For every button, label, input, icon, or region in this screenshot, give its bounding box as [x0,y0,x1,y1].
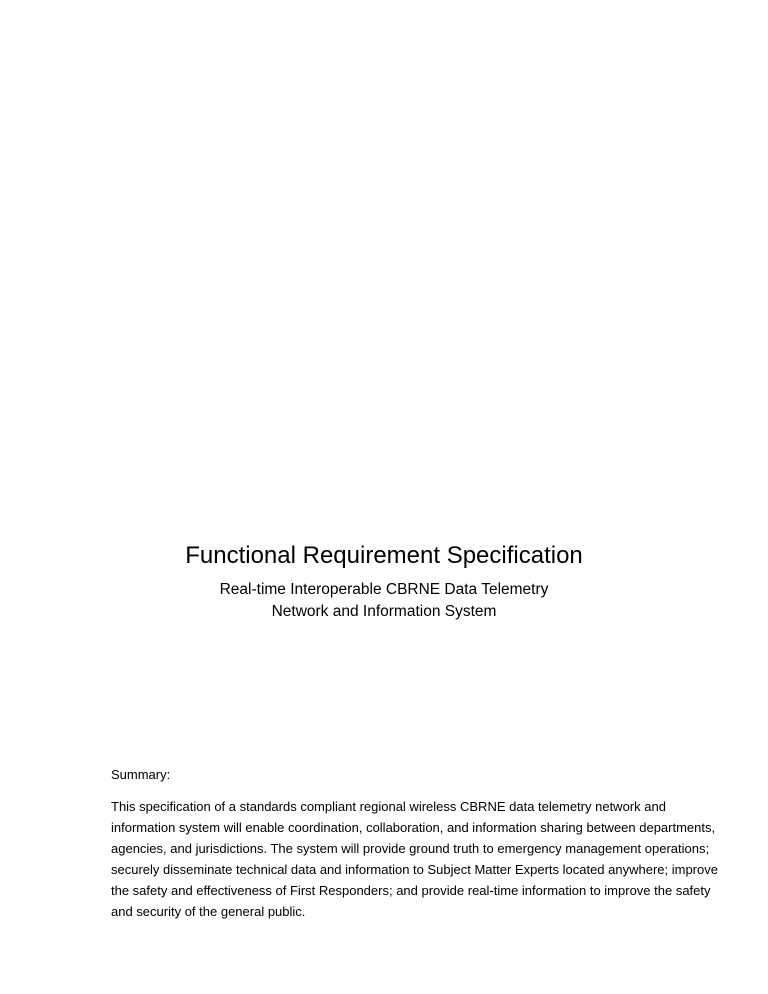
summary-line: and security of the general public. [111,904,306,919]
summary-line: securely disseminate technical data and information to Subject Matter Experts located anywhere; improve [111,862,718,877]
summary-line: This specification of a standards compliant regional wireless CBRNE data telemetry network and [111,799,666,814]
summary-line: information system will enable coordination, collaboration, and information sharing between departments, [111,820,716,835]
summary-line: agencies, and jurisdictions. The system will provide ground truth to emergency management operations; [111,841,710,856]
document-subtitle-line-2: Network and Information System [271,603,497,620]
summary-paragraph [111,796,718,922]
document-subtitle-line-1: Real-time Interoperable CBRNE Data Telemetry [219,581,549,598]
summary-heading: Summary: [111,767,171,782]
summary-line: the safety and effectiveness of First Responders; and provide real-time information to improve the safety [111,883,711,898]
document-title: Functional Requirement Specification [185,542,583,569]
